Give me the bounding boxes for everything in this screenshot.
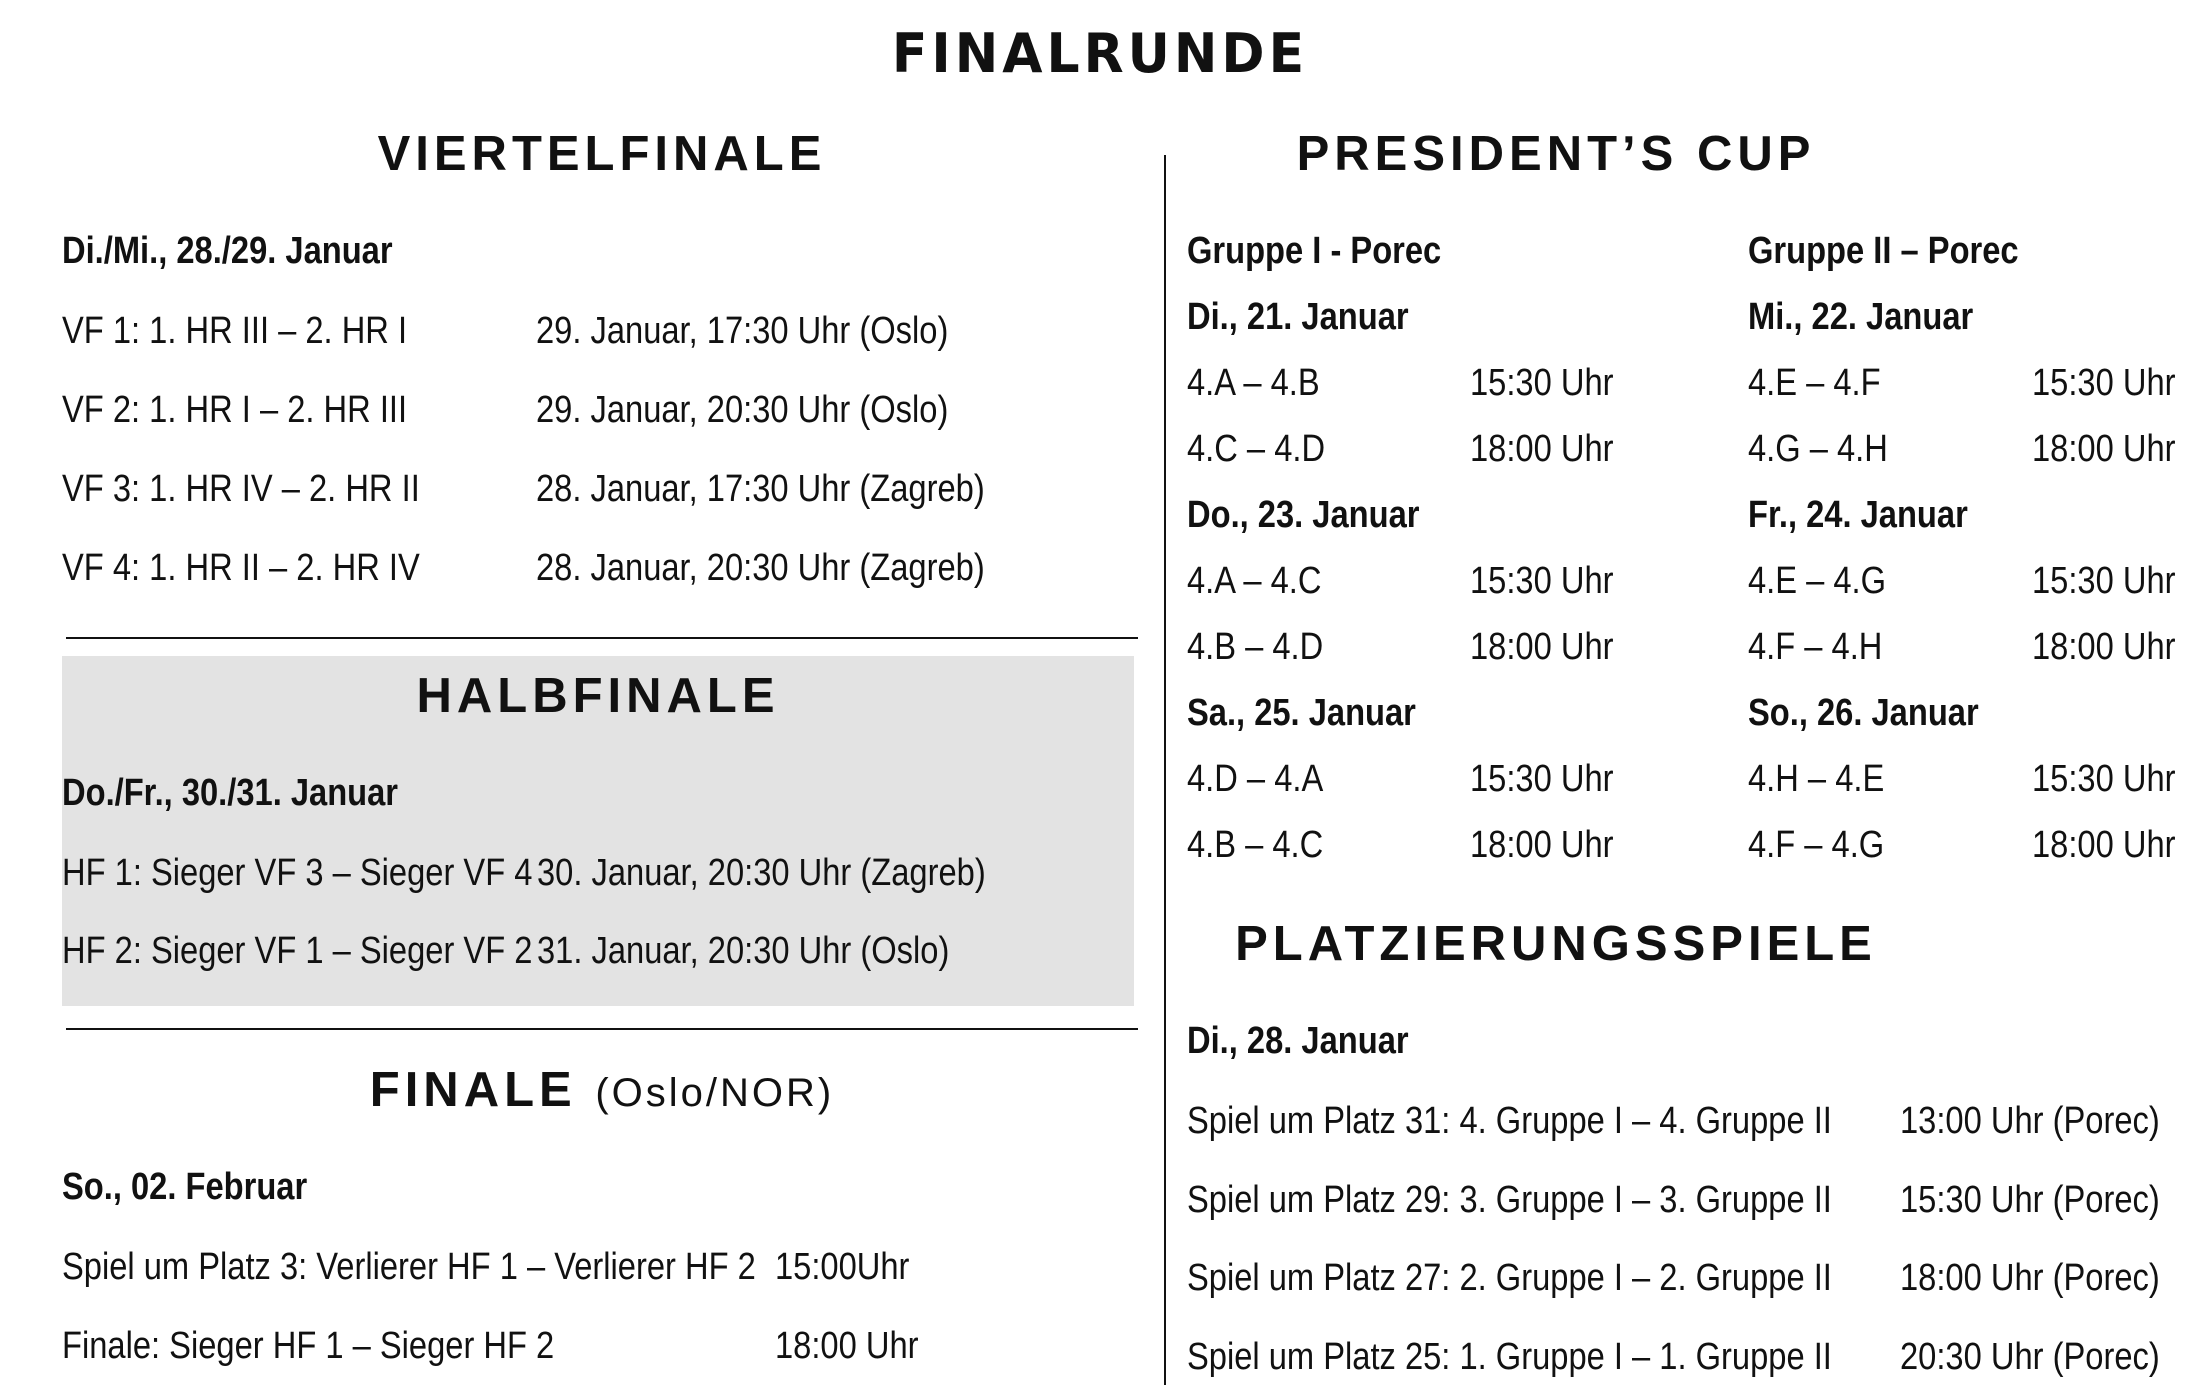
platz29-match: Spiel um Platz 29: 3. Gruppe I – 3. Gruppe II: [1187, 1179, 1832, 1221]
group2-day3-date: So., 26. Januar: [1748, 692, 1979, 734]
hf1-match: HF 1: Sieger VF 3 – Sieger VF 4: [62, 852, 533, 894]
group2-day2-game1-time: 15:30 Uhr: [2032, 560, 2176, 602]
presidents-cup-title: PRESIDENT’S CUP: [1296, 127, 1816, 181]
finale-date: So., 02. Februar: [62, 1166, 308, 1208]
group1-day3-game1-time: 15:30 Uhr: [1470, 758, 1614, 800]
platz25-match: Spiel um Platz 25: 1. Gruppe I – 1. Gruppe II: [1187, 1336, 1832, 1378]
finale-final-match: Finale: Sieger HF 1 – Sieger HF 2: [62, 1325, 555, 1367]
vf4-match: VF 4: 1. HR II – 2. HR IV: [62, 547, 420, 589]
group2-day1-game2-time: 18:00 Uhr: [2032, 428, 2176, 470]
column-divider: [1164, 155, 1166, 1385]
group1-day1-game1-time: 15:30 Uhr: [1470, 362, 1614, 404]
platz27-time: 18:00 Uhr (Porec): [1900, 1257, 2160, 1299]
group2-day3-game2-time: 18:00 Uhr: [2032, 824, 2176, 866]
hf2-time: 31. Januar, 20:30 Uhr (Oslo): [537, 930, 950, 972]
finale-final-time: 18:00 Uhr: [775, 1325, 919, 1367]
platz31-time: 13:00 Uhr (Porec): [1900, 1100, 2160, 1142]
group2-day2-date: Fr., 24. Januar: [1748, 494, 1968, 536]
vf2-match: VF 2: 1. HR I – 2. HR III: [62, 389, 408, 431]
finale-subtitle: (Oslo/NOR): [595, 1071, 835, 1115]
group2-day3-game1-time: 15:30 Uhr: [2032, 758, 2176, 800]
halbfinale-title: HALBFINALE: [416, 669, 780, 723]
vf2-time: 29. Januar, 20:30 Uhr (Oslo): [536, 389, 949, 431]
group2-day1-game1-time: 15:30 Uhr: [2032, 362, 2176, 404]
group2-day2-game2-match: 4.F – 4.H: [1748, 626, 1883, 668]
page-title: FINALRUNDE: [891, 22, 1309, 86]
platz31-match: Spiel um Platz 31: 4. Gruppe I – 4. Gruppe II: [1187, 1100, 1832, 1142]
group1-day3-game1-match: 4.D – 4.A: [1187, 758, 1324, 800]
finale-platz3-time: 15:00Uhr: [775, 1246, 910, 1288]
group1-day1-date: Di., 21. Januar: [1187, 296, 1409, 338]
vf1-match: VF 1: 1. HR III – 2. HR I: [62, 310, 408, 352]
divider-line: [66, 637, 1138, 639]
platz27-match: Spiel um Platz 27: 2. Gruppe I – 2. Gruppe II: [1187, 1257, 1832, 1299]
group1-day3-game2-match: 4.B – 4.C: [1187, 824, 1324, 866]
group2-day2-game1-match: 4.E – 4.G: [1748, 560, 1887, 602]
group1-day2-game2-time: 18:00 Uhr: [1470, 626, 1614, 668]
group1-day2-date: Do., 23. Januar: [1187, 494, 1420, 536]
group1-name: Gruppe I - Porec: [1187, 230, 1442, 272]
group2-day3-game1-match: 4.H – 4.E: [1748, 758, 1885, 800]
vf3-match: VF 3: 1. HR IV – 2. HR II: [62, 468, 420, 510]
halbfinale-date: Do./Fr., 30./31. Januar: [62, 772, 399, 814]
platz25-time: 20:30 Uhr (Porec): [1900, 1336, 2160, 1378]
group1-day3-game2-time: 18:00 Uhr: [1470, 824, 1614, 866]
group2-day1-date: Mi., 22. Januar: [1748, 296, 1974, 338]
group1-day2-game2-match: 4.B – 4.D: [1187, 626, 1324, 668]
vf1-time: 29. Januar, 17:30 Uhr (Oslo): [536, 310, 949, 352]
hf2-match: HF 2: Sieger VF 1 – Sieger VF 2: [62, 930, 533, 972]
group1-day2-game1-match: 4.A – 4.C: [1187, 560, 1322, 602]
platzierungsspiele-title: PLATZIERUNGSSPIELE: [1235, 917, 1877, 971]
group2-day2-game2-time: 18:00 Uhr: [2032, 626, 2176, 668]
group1-day2-game1-time: 15:30 Uhr: [1470, 560, 1614, 602]
finale-title-text: FINALE: [369, 1063, 577, 1117]
vf3-time: 28. Januar, 17:30 Uhr (Zagreb): [536, 468, 985, 510]
viertelfinale-title: VIERTELFINALE: [377, 127, 827, 181]
group1-day1-game2-match: 4.C – 4.D: [1187, 428, 1326, 470]
group2-day1-game2-match: 4.G – 4.H: [1748, 428, 1888, 470]
platzierungsspiele-date: Di., 28. Januar: [1187, 1020, 1409, 1062]
group2-day1-game1-match: 4.E – 4.F: [1748, 362, 1881, 404]
finale-title: [62, 1062, 1142, 1118]
group2-day3-game2-match: 4.F – 4.G: [1748, 824, 1885, 866]
group1-day1-game2-time: 18:00 Uhr: [1470, 428, 1614, 470]
group2-name: Gruppe II – Porec: [1748, 230, 2019, 272]
platz29-time: 15:30 Uhr (Porec): [1900, 1179, 2160, 1221]
group1-day1-game1-match: 4.A – 4.B: [1187, 362, 1320, 404]
divider-line: [66, 1028, 1138, 1030]
vf4-time: 28. Januar, 20:30 Uhr (Zagreb): [536, 547, 985, 589]
hf1-time: 30. Januar, 20:30 Uhr (Zagreb): [537, 852, 986, 894]
finale-platz3-match: Spiel um Platz 3: Verlierer HF 1 – Verlierer HF 2: [62, 1246, 756, 1288]
group1-day3-date: Sa., 25. Januar: [1187, 692, 1416, 734]
viertelfinale-date: Di./Mi., 28./29. Januar: [62, 230, 393, 272]
